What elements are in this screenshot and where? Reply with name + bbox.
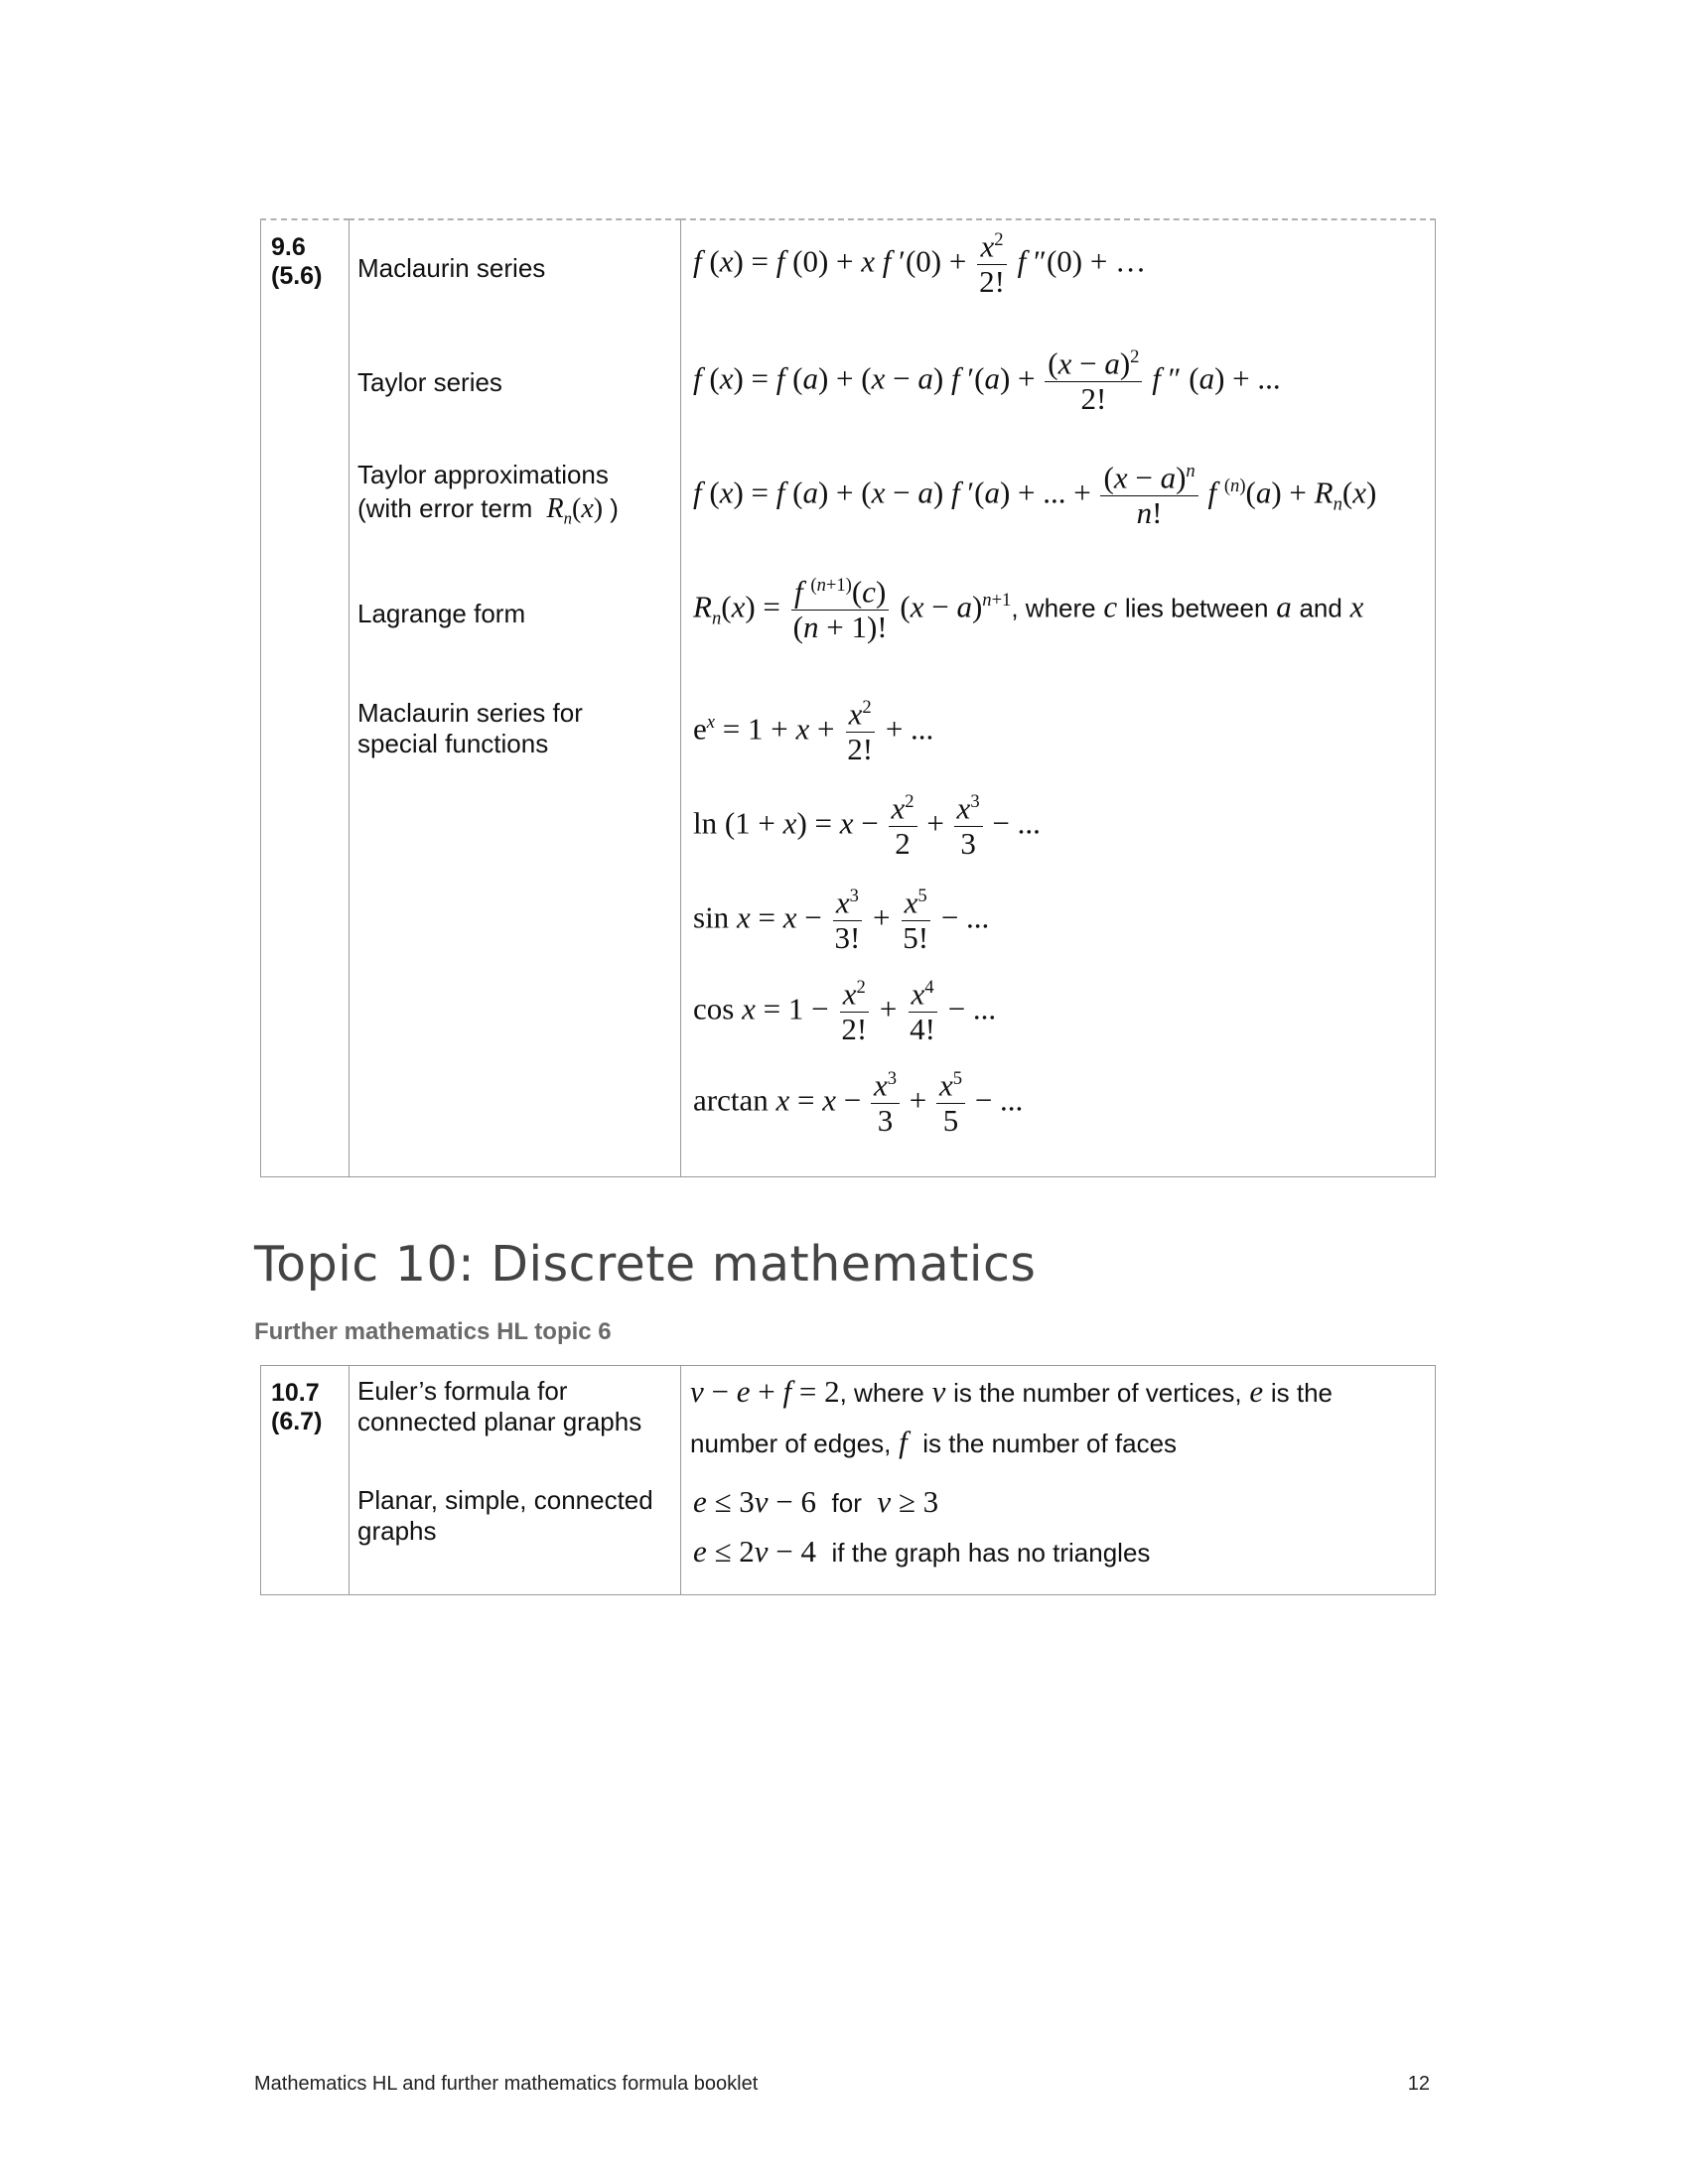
euler-where-text: , where [839, 1378, 924, 1408]
euler-faces-text: is the number of faces [922, 1429, 1178, 1458]
formula-planar-bound: e ≤ 3v − 6 for v ≥ 3 [693, 1484, 939, 1519]
lagrange-and-text: and [1299, 593, 1342, 623]
label-maclaurin-special-1: Maclaurin series for [357, 698, 583, 728]
lagrange-lies-between-text: lies between [1124, 593, 1269, 623]
label-lagrange-form: Lagrange form [357, 599, 526, 628]
section-number-cell [261, 1366, 350, 1595]
section-number-cell [261, 219, 350, 1177]
label-taylor-series: Taylor series [357, 367, 502, 397]
topic-subtitle: Further mathematics HL topic 6 [254, 1318, 612, 1345]
footer-page-number: 12 [1407, 2073, 1430, 2095]
formula-planar-no-triangles: e ≤ 2v − 4 if the graph has no triangles [693, 1534, 1151, 1569]
formula-euler: v − e + f = 2, where v is the number of vertices, e is the [690, 1374, 1334, 1409]
label-planar-graphs-2: graphs [357, 1516, 437, 1546]
euler-vertices-text: is the number of vertices, [953, 1378, 1242, 1408]
section-sub-number: (5.6) [271, 262, 323, 290]
label-error-term: (with error term $R_n(x)$ ) [357, 493, 619, 528]
label-error-term-text: (with error term [357, 493, 533, 523]
label-planar-graphs-1: Planar, simple, connected [357, 1485, 653, 1515]
section-number: 9.6 [271, 233, 306, 261]
label-maclaurin-series: Maclaurin series [357, 253, 546, 283]
label-taylor-approximations: Taylor approximations [357, 460, 609, 489]
section-sub-number: (6.7) [271, 1408, 323, 1435]
formula-maclaurin: f (x) = f (0) + x f ′(0) + $\frac{x^2}{2!}$ f ″(0) + … [693, 228, 1147, 299]
label-euler-formula-1: Euler’s formula for [357, 1376, 568, 1406]
euler-is-the-text: is the [1270, 1378, 1334, 1408]
euler-edges-text: number of edges, [690, 1429, 892, 1458]
formula-sin: sin x = x − $\frac{x^3}{3!}$ + $\frac{x^5}{5!}$ − ... [693, 885, 990, 955]
formula-ln: ln (1 + x) = x − $\frac{x^2}{2}$ + $\frac{x^3}{3}$ − ... [693, 790, 1041, 861]
formula-lagrange: $R_n(x)$ = $\frac{f ^{(n+1)}(c)}{(n + 1)!}$ $(x - a)^{n+1}$, where c lies between a and x [693, 574, 1364, 644]
lagrange-where-text: , where [1011, 593, 1096, 623]
formula-cos: cos x = 1 − $\frac{x^2}{2!}$ + $\frac{x^4}{4!}$ − ... [693, 976, 997, 1046]
label-maclaurin-special-2: special functions [357, 729, 549, 758]
planar-no-triangles-text: if the graph has no triangles [831, 1538, 1151, 1568]
formula-euler-line-2: number of edges, f is the number of faces [690, 1425, 1178, 1459]
formula-taylor-approximation: f (x) = f (a) + (x − a) f ′(a) + ... + $\frac{(x - a)^n}{n!}$ f $^{(n)}(a) + R_n(x)$ [693, 460, 1377, 530]
formula-exp: $e^x = 1 + x$ + $\frac{x^2}{2!}$ + ... [693, 696, 934, 766]
footer-booklet-title: Mathematics HL and further mathematics formula booklet [254, 2073, 759, 2095]
label-euler-formula-2: connected planar graphs [357, 1407, 642, 1436]
formula-arctan: arctan x = x − $\frac{x^3}{3}$ + $\frac{x^5}{5}$ − ... [693, 1067, 1024, 1138]
section-number: 10.7 [271, 1379, 320, 1407]
formula-taylor: f (x) = f (a) + (x − a) f ′(a) + $\frac{(x - a)^2}{2!}$ f ″ (a) + ... [693, 345, 1281, 416]
topic-title: Topic 10: Discrete mathematics [254, 1236, 1037, 1293]
planar-for-text: for [831, 1488, 862, 1518]
